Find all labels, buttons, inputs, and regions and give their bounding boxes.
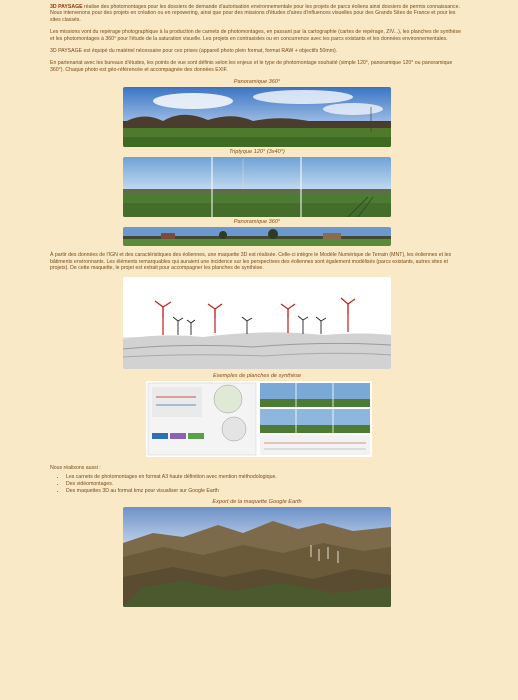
intro-paragraph-3: 3D PAYSAGE est équipé du matériel nécessaire pour ces prises (appareil photo plein format, format RAW + objectifs 50mm). <box>50 48 338 55</box>
caption-synthese: Exemples de planches de synthèse <box>212 373 301 380</box>
panoramic-360-photo <box>123 227 391 246</box>
triptyque-photo <box>123 157 391 217</box>
model-paragraph: À partir des données de l'IGN et des caractéristiques des éoliennes, une maquette 3D est réalisée. Celle-ci intègre le Modèle Numérique de Terrain (MNT), les éoliennes et les bâtiments environnants. Les éléments remarquables qui auraient une incidence sur les perspectives des éoliennes sont également modélisés (parcs existants, autres sites et projets). De cette maquette, le projet est extrait pour accompagner les planches de synthèse. <box>50 252 452 272</box>
intro-text-1: réalise des photomontages pour les dossiers de demande d'autorisation environnementale pour les projets de parcs éoliens ainsi dossiers de permis connaissance. Nous intervenons pour des projets en création ou en repowering, ainsi que pour des missions d'études d'aires d'influences visuelles pour des Grands Sites de France et pour les sites classés. <box>50 4 460 23</box>
offer-item-3: • Des maquettes 3D au format kmz pour visualiser sur Google Earth <box>66 488 464 495</box>
caption-panoramic-360: Panoramique 360° <box>233 219 281 226</box>
intro-paragraph-2: Les missions vont du repérage photographique à la production de carnets de photomontages, en passant par la cartographie (cartes de repérage, ZIV...), les planches de synthèse et les photomontages à 360° pour l'étude de la saturation visuelle. Les projets en contrasistes ou en concurrence avec les parcs existants et les données environnementales. <box>50 29 462 42</box>
caption-triptyque: Triptyque 120° (3x40°) <box>229 149 285 156</box>
caption-panoramic: Panoramique 360° <box>233 79 281 86</box>
caption-google-earth: Export de la maquette Google Earth <box>212 498 302 505</box>
offer-intro: Nous réalisons aussi : <box>50 465 101 472</box>
panoramic-photo <box>123 87 391 147</box>
turbine-model-image <box>123 277 391 369</box>
offer-list <box>50 474 464 495</box>
intro-paragraph-4: En partenariat avec les bureaux d'études, les points de vue sont définis selon les enjeux et le type de photomontage souhaité (simple 120°, panoramique 120° ou panoramique 360°). Chaque photo est géo-référencée et accompagnée des données EXIF. <box>50 60 453 73</box>
intro-paragraph-1 <box>50 4 464 23</box>
brand-name: 3D PAYSAGE <box>50 4 83 10</box>
offer-item-1: • Les carnets de photomontages en format A3 haute définition avec mention méthodologique. <box>66 474 464 481</box>
offer-item-2: • Des vidéomontages. <box>66 481 464 488</box>
synthese-boards-image <box>146 381 372 457</box>
google-earth-image <box>123 507 391 607</box>
main-content <box>50 4 464 607</box>
